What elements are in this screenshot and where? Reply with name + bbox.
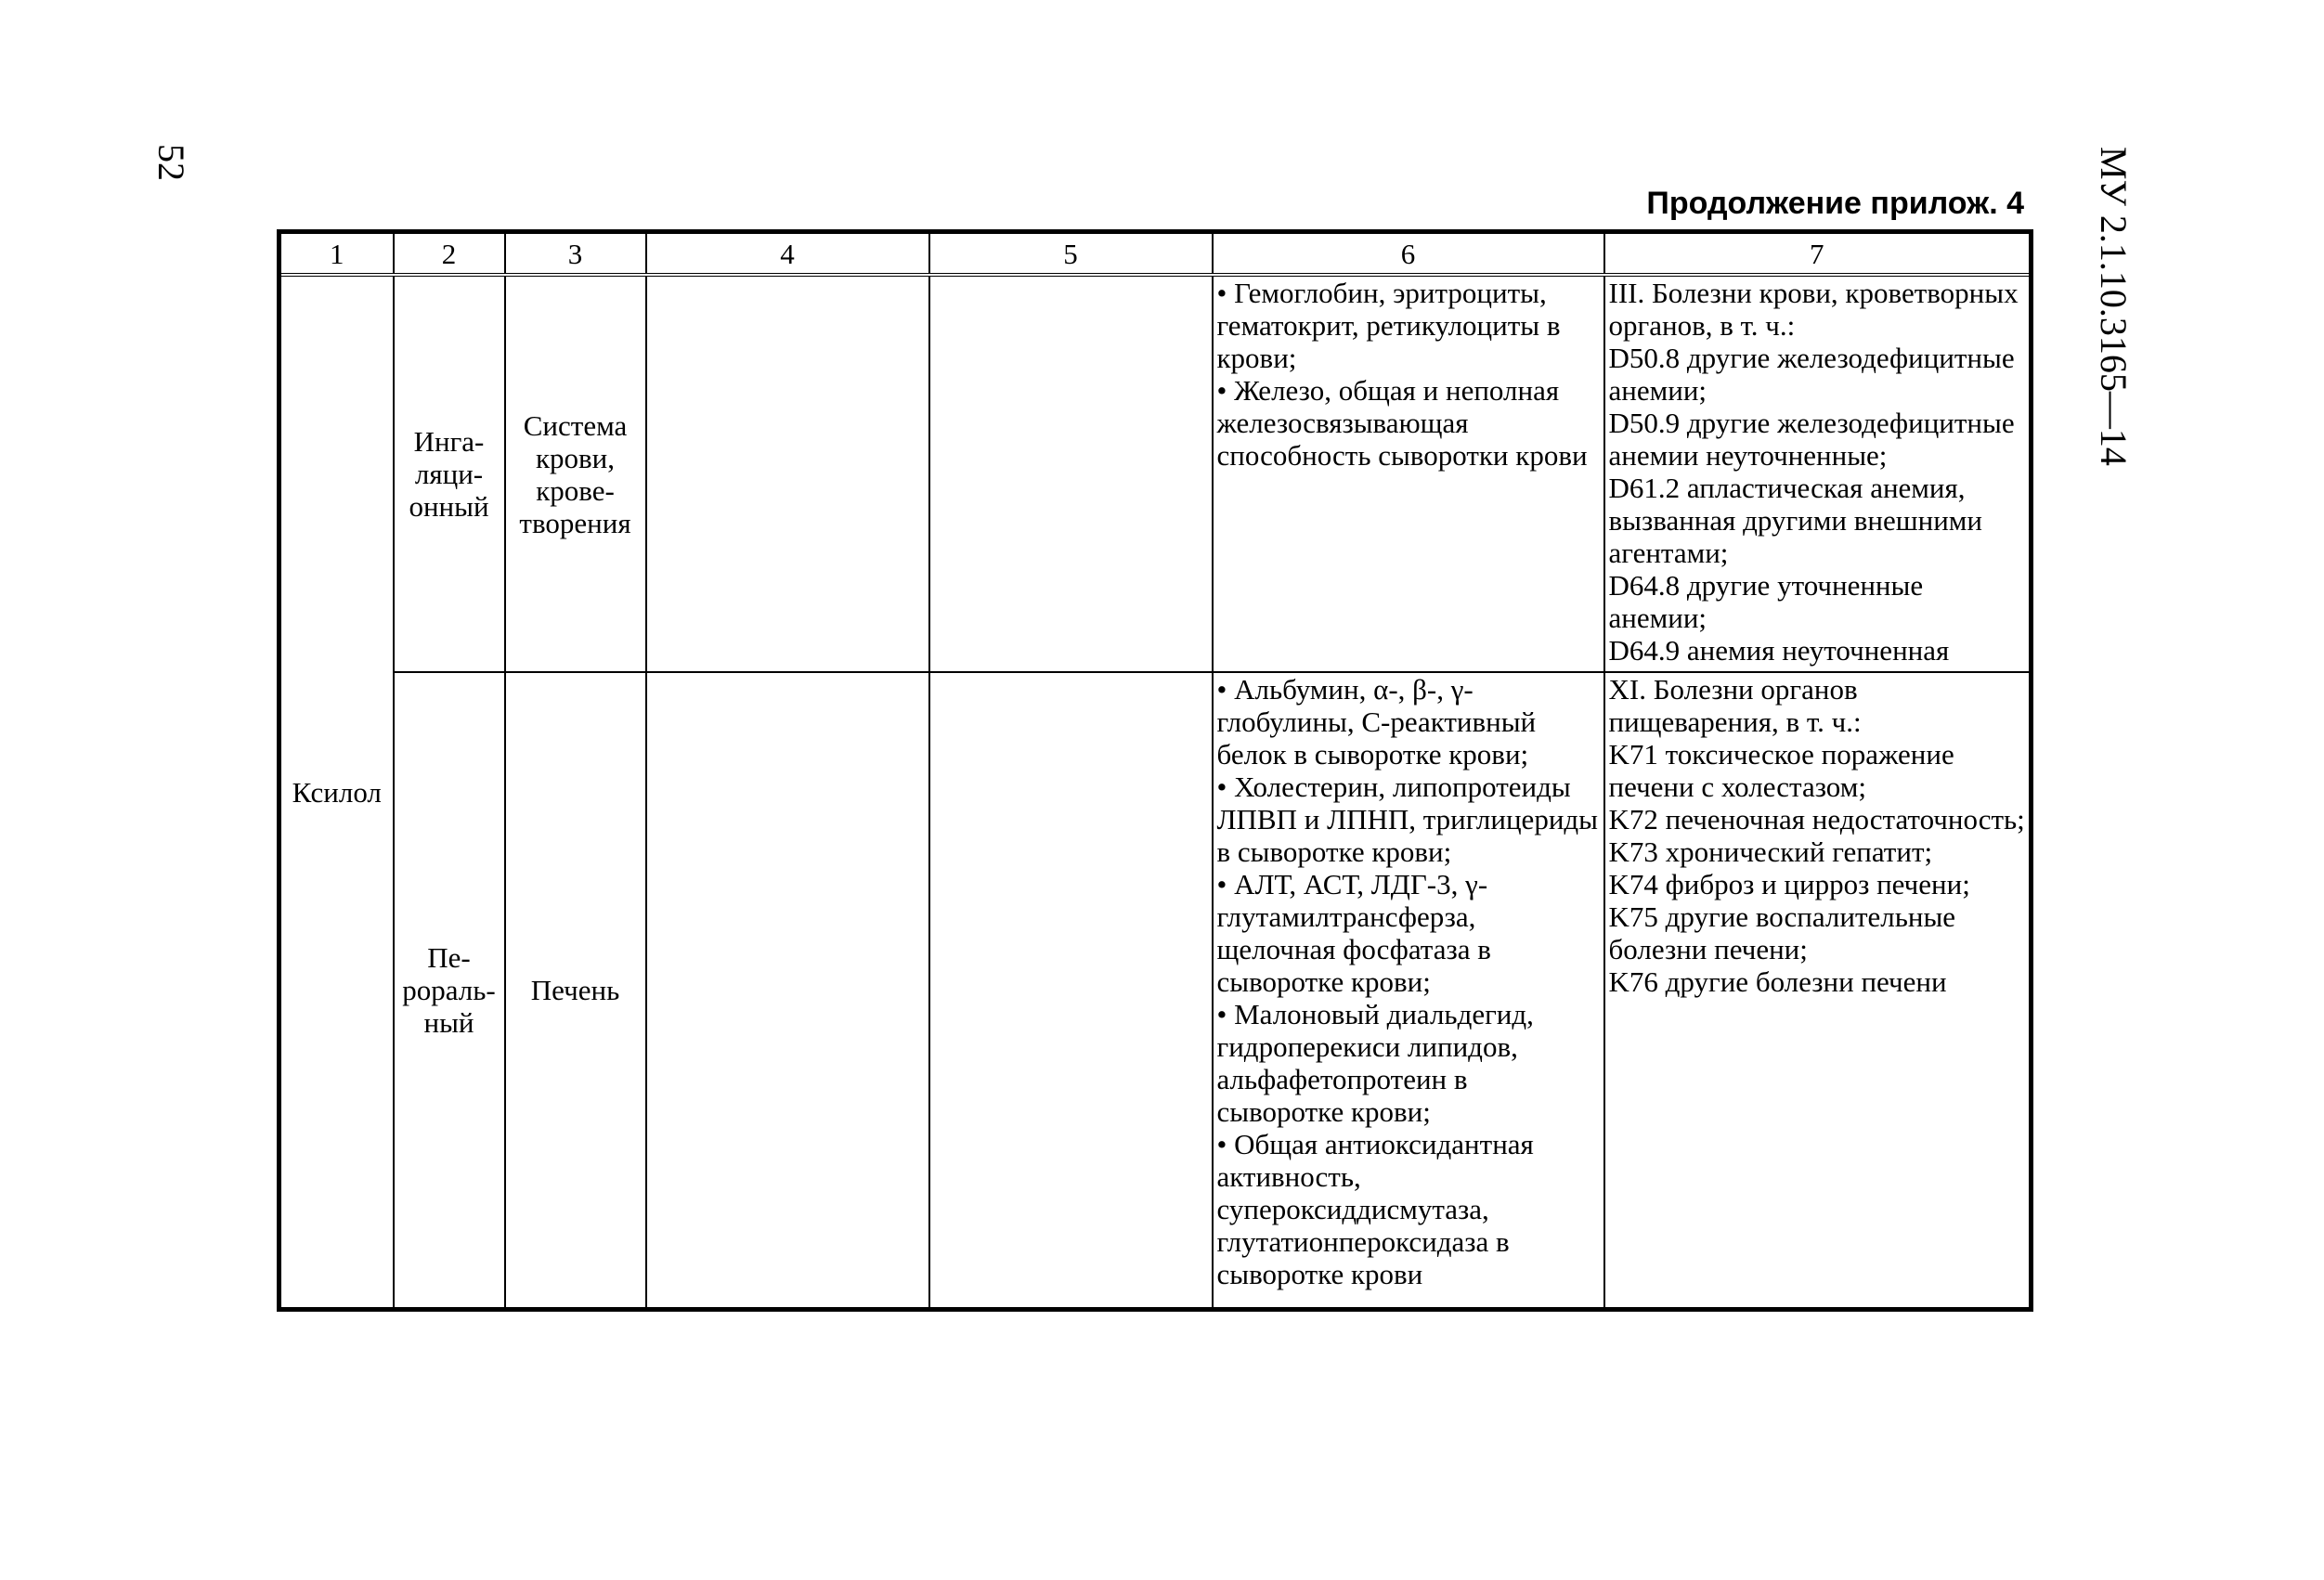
disease-item: K73 хронический гепатит; <box>1608 835 1933 868</box>
indicator-item: • Альбумин, α-, β-, γ-глобулины, С-реактивный белок в сыворотке крови; <box>1216 673 1537 771</box>
disease-item: D50.9 другие железодефицитные анемии неуточненные; <box>1608 407 2015 472</box>
disease-item: III. Болезни крови, кроветворных органов, в т. ч.: <box>1608 277 2019 342</box>
disease-item: D64.8 другие уточненные анемии; <box>1608 569 1924 634</box>
route-cell: Пе- рораль- ный <box>394 672 505 1310</box>
disease-item: K71 токсическое поражение печени с холестазом; <box>1608 738 1954 803</box>
header-cell: 6 <box>1213 232 1604 276</box>
disease-item: D61.2 апластическая анемия, вызванная другими внешними агентами; <box>1608 472 1983 569</box>
indicator-item: • Железо, общая и неполная железосвязывающая способность сыворотки крови <box>1216 374 1588 472</box>
table-row <box>279 275 2032 672</box>
disease-item: D64.9 анемия неуточненная <box>1608 634 1950 667</box>
col5-cell <box>929 275 1213 672</box>
header-cell: 7 <box>1604 232 2032 276</box>
organ-cell: Система крови, крове- творения <box>505 275 646 672</box>
disease-item: K72 печеночная недостаточность; <box>1608 803 2025 835</box>
route-cell: Инга- ляци- онный <box>394 275 505 672</box>
indicator-item: • АЛТ, АСТ, ЛДГ-3, γ-глутамилтрансферза, щелочная фосфатаза в сыворотке крови; <box>1216 868 1491 998</box>
indicator-item: • Общая антиоксидантная активность, супероксиддисмутаза, глутатионпероксидаза в сыворотке крови <box>1216 1128 1534 1290</box>
substance-cell: Ксилол <box>279 275 394 1310</box>
indicator-item: • Холестерин, липопротеиды ЛПВП и ЛПНП, триглицериды в сыворотке крови; <box>1216 771 1599 868</box>
indicator-item: • Малоновый диальдегид, гидроперекиси липидов, альфафетопротеин в сыворотке крови; <box>1216 998 1534 1128</box>
header-cell: 4 <box>646 232 929 276</box>
appendix-table <box>277 229 2033 1312</box>
disease-item: D50.8 другие железодефицитные анемии; <box>1608 342 2015 407</box>
disease-item: XI. Болезни органов пищеварения, в т. ч.: <box>1608 673 1862 738</box>
indicators-cell <box>1213 672 1604 1310</box>
organ-cell: Печень <box>505 672 646 1310</box>
disease-item: K76 другие болезни печени <box>1608 965 1947 998</box>
continuation-label: Продолжение прилож. 4 <box>1646 186 2024 221</box>
header-cell: 2 <box>394 232 505 276</box>
header-cell: 3 <box>505 232 646 276</box>
header-row <box>279 232 2032 276</box>
disease-item: K74 фиброз и цирроз печени; <box>1608 868 1970 900</box>
header-cell: 1 <box>279 232 394 276</box>
col4-cell <box>646 275 929 672</box>
page-number: 52 <box>150 144 192 181</box>
disease-item: K75 другие воспалительные болезни печени; <box>1608 900 1956 965</box>
indicator-item: • Гемоглобин, эритроциты, гематокрит, ретикулоциты в крови; <box>1216 277 1561 374</box>
col5-cell <box>929 672 1213 1310</box>
header-cell: 5 <box>929 232 1213 276</box>
col4-cell <box>646 672 929 1310</box>
diseases-cell <box>1604 275 2032 672</box>
diseases-cell <box>1604 672 2032 1310</box>
document-code: МУ 2.1.10.3165—14 <box>2093 147 2135 466</box>
indicators-cell <box>1213 275 1604 672</box>
table-row <box>279 672 2032 1310</box>
